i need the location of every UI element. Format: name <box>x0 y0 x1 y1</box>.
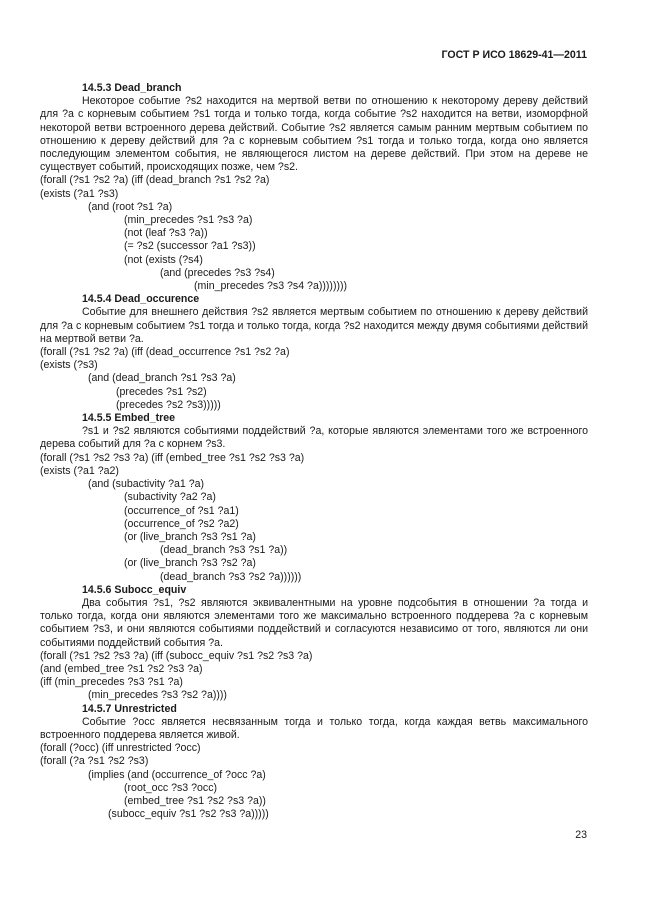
code-line: (precedes ?s2 ?s3))))) <box>116 398 221 411</box>
code-line: (min_precedes ?s3 ?s2 ?a)))) <box>88 689 227 702</box>
code-line: (root_occ ?s3 ?occ) <box>124 781 218 794</box>
code-line: (min_precedes ?s1 ?s3 ?a) <box>124 214 253 227</box>
code-line: (forall (?s1 ?s2 ?s3 ?a) (iff (subocc_equiv ?s1 ?s2 ?s3 ?a) <box>40 649 313 662</box>
code-line: (embed_tree ?s1 ?s2 ?s3 ?a)) <box>124 794 266 807</box>
code-line: (and (embed_tree ?s1 ?s2 ?s3 ?a) <box>40 662 203 675</box>
code-line: (or (live_branch ?s3 ?s2 ?a) <box>124 557 256 570</box>
section-paragraph-unrestricted: Событие ?occ является несвязанным тогда и только тогда, когда каждая ветвь максимального встроенного поддерева является живой. <box>40 715 588 741</box>
code-line: (and (subactivity ?a1 ?a) <box>88 478 205 491</box>
code-line: (iff (min_precedes ?s3 ?s1 ?a) <box>40 676 183 689</box>
code-line: (dead_branch ?s3 ?s2 ?a)))))) <box>160 570 302 583</box>
code-line: (= ?s2 (successor ?a1 ?s3)) <box>124 240 256 253</box>
section-heading-dead-branch: 14.5.3 Dead_branch <box>82 82 182 94</box>
code-line: (exists (?a1 ?a2) <box>40 464 119 477</box>
code-line: (occurrence_of ?s1 ?a1) <box>124 504 239 517</box>
section-paragraph-dead-branch: Некоторое событие ?s2 находится на мертвой ветви по отношению к некоторому дереву действий для ?a с корневым событием ?s1 тогда и только тогда, когда событие ?s2 находится на ветви, изоморфной некоторой ветви встроенного дерева действий. Событие ?s2 является самым ранним мертвым событием по отношению к дереву действий для ?a с корневым событием ?s1 тогда и только тогда, когда оно является последующим элементом события, не являющегося листом на дереве действий. При этом на дереве не существует событий, происходящих позже, чем ?s2. <box>40 95 588 174</box>
code-line: (not (exists (?s4) <box>124 253 203 266</box>
section-paragraph-dead-occurence: Событие для внешнего действия ?s2 является мертвым событием по отношению к дереву действий для ?a с корневым событием ?s1 тогда и только тогда, когда ?s2 находится между двумя событиями действий на мертвой ветви ?a. <box>40 306 588 345</box>
code-line: (and (root ?s1 ?a) <box>88 200 173 213</box>
code-line: (forall (?occ) (iff unrestricted ?occ) <box>40 742 201 755</box>
section-heading-unrestricted: 14.5.7 Unrestricted <box>82 702 177 715</box>
code-line: (not (leaf ?s3 ?a)) <box>124 227 208 240</box>
section-heading-subocc-equiv: 14.5.6 Subocc_equiv <box>82 583 187 596</box>
section-paragraph-embed-tree: ?s1 и ?s2 являются событиями поддействий ?a, которые являются элементами того же встроенного дерева событий для ?a с корнем ?s3. <box>40 425 588 451</box>
code-line: (and (dead_branch ?s1 ?s3 ?a) <box>88 372 236 385</box>
code-line: (and (precedes ?s3 ?s4) <box>160 266 275 279</box>
code-line: (occurrence_of ?s2 ?a2) <box>124 517 239 530</box>
code-line: (min_precedes ?s3 ?s4 ?a)))))))) <box>194 280 348 293</box>
section-heading-dead-occurence: 14.5.4 Dead_occurence <box>82 293 200 306</box>
code-line: (exists (?a1 ?s3) <box>40 187 119 200</box>
code-line: (subactivity ?a2 ?a) <box>124 491 216 504</box>
section-paragraph-subocc-equiv: Два события ?s1, ?s2 являются эквивалентными на уровне подсобытия в отношении ?a тогда и только тогда, когда они являются элементами того же максимально встроенного поддерева ?a с корневым событием ?s3, и они являются событиями поддействий и согласуются независимо от того, являются ли они событиями поддействий события ?a. <box>40 596 588 649</box>
page-number: 23 <box>575 829 587 841</box>
code-line: (subocc_equiv ?s1 ?s2 ?s3 ?a))))) <box>108 808 269 821</box>
code-line: (dead_branch ?s3 ?s1 ?a)) <box>160 544 288 557</box>
code-line: (exists (?s3) <box>40 359 98 372</box>
code-line: (implies (and (occurrence_of ?occ ?a) <box>88 768 266 781</box>
section-heading-embed-tree: 14.5.5 Embed_tree <box>82 412 176 425</box>
document-body <box>40 82 588 821</box>
code-line: (forall (?s1 ?s2 ?a) (iff (dead_branch ?s1 ?s2 ?a) <box>40 174 270 187</box>
document-header: ГОСТ Р ИСО 18629-41—2011 <box>441 49 587 61</box>
code-line: (or (live_branch ?s3 ?s1 ?a) <box>124 530 256 543</box>
code-line: (precedes ?s1 ?s2) <box>116 385 207 398</box>
code-line: (forall (?a ?s1 ?s2 ?s3) <box>40 755 149 768</box>
code-line: (forall (?s1 ?s2 ?a) (iff (dead_occurrence ?s1 ?s2 ?a) <box>40 346 290 359</box>
code-line: (forall (?s1 ?s2 ?s3 ?a) (iff (embed_tree ?s1 ?s2 ?s3 ?a) <box>40 451 305 464</box>
